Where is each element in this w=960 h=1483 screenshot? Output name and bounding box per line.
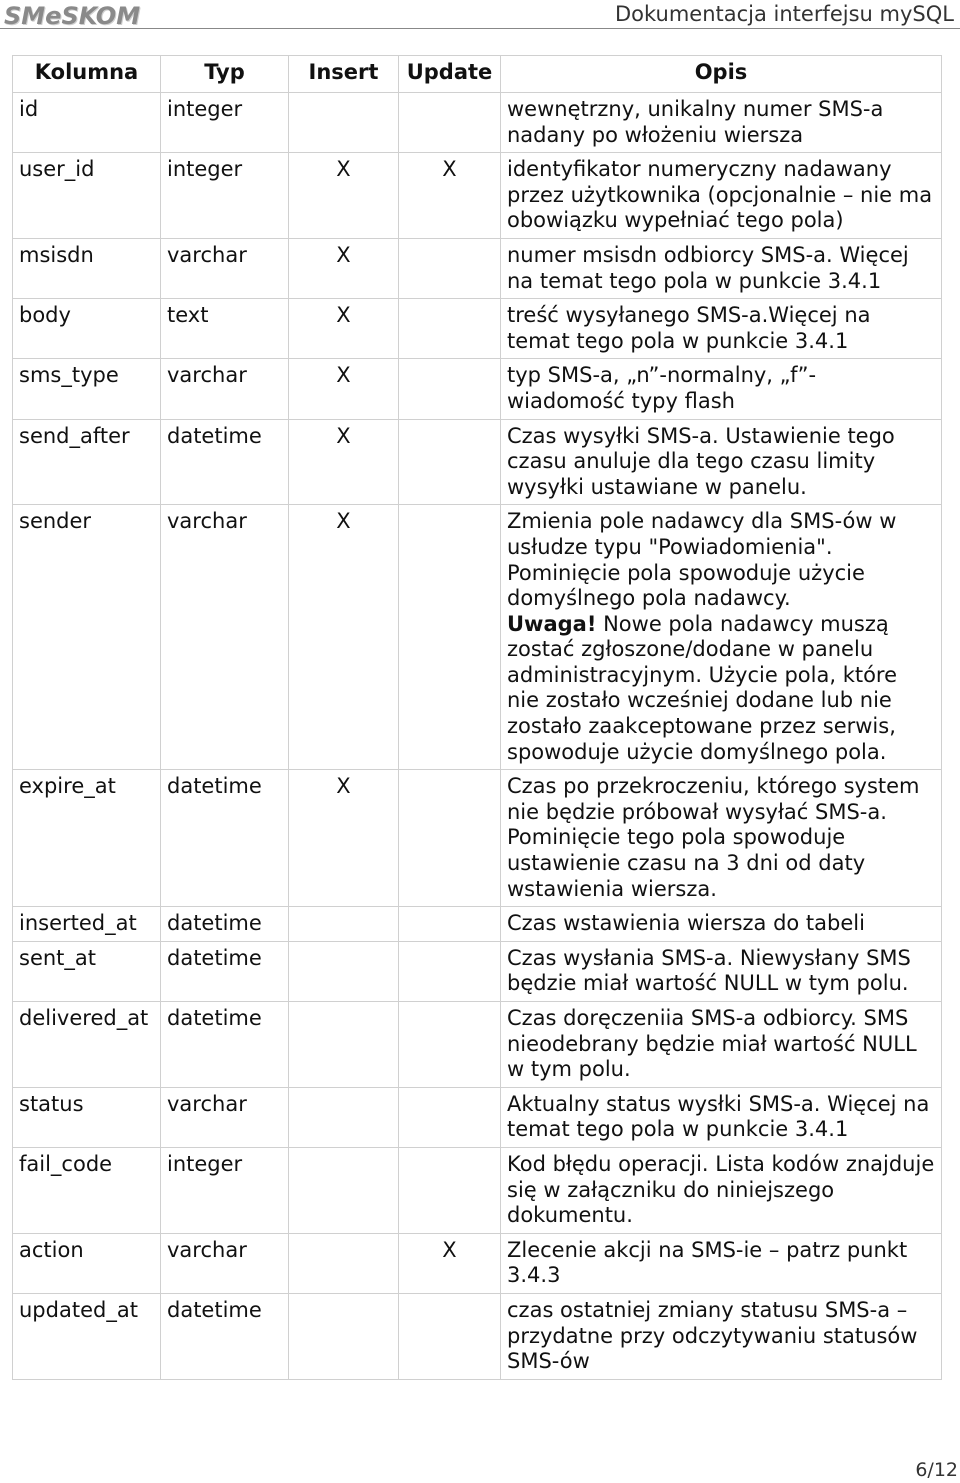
description-cell — [501, 1087, 942, 1147]
table-row — [13, 907, 942, 942]
update-cell — [399, 941, 501, 1001]
header-insert: Insert — [289, 56, 399, 93]
description-cell — [501, 153, 942, 239]
description-text: Zmienia pole nadawcy dla SMS-ów w usłudze typu "Powiadomienia". Pominięcie pola spowoduje użycie domyślnego pola nadawcy. — [507, 509, 897, 611]
column-name-cell: action — [13, 1233, 161, 1293]
insert-cell — [289, 1087, 399, 1147]
type-cell: integer — [161, 153, 289, 239]
type-cell: text — [161, 299, 289, 359]
description-cell — [501, 907, 942, 942]
description-cell — [501, 238, 942, 298]
table-row — [13, 1233, 942, 1293]
header-divider — [0, 28, 960, 29]
table-row — [13, 153, 942, 239]
description-cell — [501, 359, 942, 419]
column-name-cell: user_id — [13, 153, 161, 239]
table-row — [13, 299, 942, 359]
description-text: Zlecenie akcji na SMS-ie – patrz punkt 3.4.3 — [507, 1237, 908, 1288]
warning-label: Uwaga! — [507, 611, 597, 636]
type-cell: datetime — [161, 1293, 289, 1379]
update-cell: X — [399, 153, 501, 239]
table-row — [13, 770, 942, 907]
type-cell: datetime — [161, 907, 289, 942]
type-cell: integer — [161, 93, 289, 153]
description-text: typ SMS-a, „n”-normalny, „f”- wiadomość typy flash — [507, 363, 817, 413]
type-cell: datetime — [161, 419, 289, 505]
table-row — [13, 1147, 942, 1233]
description-text: czas ostatniej zmiany statusu SMS-a – przydatne przy odczytywaniu statusów SMS-ów — [507, 1297, 918, 1374]
description-text: Czas doręczeniia SMS-a odbiorcy. SMS nieodebrany będzie miał wartość NULL w tym polu. — [507, 1006, 917, 1082]
insert-cell — [289, 941, 399, 1001]
header-opis: Opis — [501, 56, 942, 93]
update-cell — [399, 1293, 501, 1379]
column-name-cell: sent_at — [13, 941, 161, 1001]
description-cell — [501, 770, 942, 907]
column-name-cell: expire_at — [13, 770, 161, 907]
table-row — [13, 1002, 942, 1088]
description-text: wewnętrzny, unikalny numer SMS-a nadany po włożeniu wiersza — [507, 97, 884, 147]
type-cell: varchar — [161, 505, 289, 770]
table-row — [13, 93, 942, 153]
column-name-cell: msisdn — [13, 238, 161, 298]
update-cell — [399, 1087, 501, 1147]
description-text-continued: Nowe pola nadawcy muszą zostać zgłoszone/dodane w panelu administracyjnym. Użycie pola, które nie zostało wcześniej dodane lub nie zostało zaakceptowane przez serwis, spowoduje użycie domyślnego pola. — [507, 611, 898, 764]
smeskom-logo: SMeSKOM — [4, 2, 141, 30]
description-text: identyfikator numeryczny nadawany przez użytkownika (opcjonalnie – nie ma obowiązku wypełniać tego pola) — [507, 157, 933, 233]
columns-table — [12, 55, 942, 1380]
type-cell: varchar — [161, 238, 289, 298]
column-name-cell: sender — [13, 505, 161, 770]
column-name-cell: body — [13, 299, 161, 359]
update-cell — [399, 238, 501, 298]
update-cell — [399, 299, 501, 359]
type-cell: datetime — [161, 1002, 289, 1088]
update-cell — [399, 505, 501, 770]
update-cell — [399, 1002, 501, 1088]
table-header-row — [13, 56, 942, 93]
insert-cell — [289, 1293, 399, 1379]
insert-cell — [289, 1002, 399, 1088]
description-cell — [501, 1002, 942, 1088]
update-cell — [399, 419, 501, 505]
description-text: numer msisdn odbiorcy SMS-a. Więcej na temat tego pola w punkcie 3.4.1 — [507, 242, 909, 293]
description-cell — [501, 1147, 942, 1233]
table-body — [13, 93, 942, 1380]
description-cell — [501, 93, 942, 153]
page-header — [0, 0, 960, 34]
description-cell — [501, 1293, 942, 1379]
column-name-cell: status — [13, 1087, 161, 1147]
table-row — [13, 419, 942, 505]
type-cell: datetime — [161, 770, 289, 907]
table-row — [13, 1293, 942, 1379]
column-name-cell: delivered_at — [13, 1002, 161, 1088]
column-name-cell: inserted_at — [13, 907, 161, 942]
update-cell — [399, 359, 501, 419]
update-cell: X — [399, 1233, 501, 1293]
update-cell — [399, 907, 501, 942]
description-text: Czas wysyłki SMS-a. Ustawienie tego czasu anuluje dla tego czasu limity wysyłki ustawiane w panelu. — [507, 423, 895, 499]
description-text: Czas wstawienia wiersza do tabeli — [507, 911, 865, 936]
insert-cell: X — [289, 153, 399, 239]
page-number: 6/12 — [915, 1459, 958, 1481]
type-cell: varchar — [161, 1087, 289, 1147]
table-row — [13, 505, 942, 770]
header-update: Update — [399, 56, 501, 93]
type-cell: integer — [161, 1147, 289, 1233]
column-name-cell: id — [13, 93, 161, 153]
header-typ: Typ — [161, 56, 289, 93]
insert-cell: X — [289, 299, 399, 359]
type-cell: varchar — [161, 359, 289, 419]
insert-cell — [289, 907, 399, 942]
insert-cell: X — [289, 419, 399, 505]
insert-cell: X — [289, 238, 399, 298]
description-text: Czas po przekroczeniu, którego system nie będzie próbował wysyłać SMS-a. Pominięcie tego pola spowoduje ustawienie czasu na 3 dni od daty wstawienia wiersza. — [507, 774, 920, 901]
table-row — [13, 1087, 942, 1147]
column-name-cell: send_after — [13, 419, 161, 505]
type-cell: datetime — [161, 941, 289, 1001]
description-cell — [501, 1233, 942, 1293]
insert-cell: X — [289, 505, 399, 770]
description-text: Kod błędu operacji. Lista kodów znajduje się w załączniku do niniejszego dokumentu. — [507, 1151, 935, 1228]
update-cell — [399, 770, 501, 907]
insert-cell: X — [289, 770, 399, 907]
table-row — [13, 359, 942, 419]
table-row — [13, 238, 942, 298]
type-cell: varchar — [161, 1233, 289, 1293]
description-cell — [501, 505, 942, 770]
insert-cell — [289, 1233, 399, 1293]
document-title: Dokumentacja interfejsu mySQL — [614, 2, 954, 26]
column-name-cell: sms_type — [13, 359, 161, 419]
insert-cell — [289, 93, 399, 153]
description-cell — [501, 419, 942, 505]
description-text: Aktualny status wysłki SMS-a. Więcej na temat tego pola w punkcie 3.4.1 — [507, 1091, 930, 1142]
insert-cell: X — [289, 359, 399, 419]
header-kolumna: Kolumna — [13, 56, 161, 93]
update-cell — [399, 1147, 501, 1233]
table-row — [13, 941, 942, 1001]
column-name-cell: fail_code — [13, 1147, 161, 1233]
update-cell — [399, 93, 501, 153]
description-cell — [501, 299, 942, 359]
description-text: treść wysyłanego SMS-a.Więcej na temat tego pola w punkcie 3.4.1 — [507, 303, 871, 353]
insert-cell — [289, 1147, 399, 1233]
column-name-cell: updated_at — [13, 1293, 161, 1379]
description-cell — [501, 941, 942, 1001]
description-text: Czas wysłania SMS-a. Niewysłany SMS będzie miał wartość NULL w tym polu. — [507, 945, 911, 996]
